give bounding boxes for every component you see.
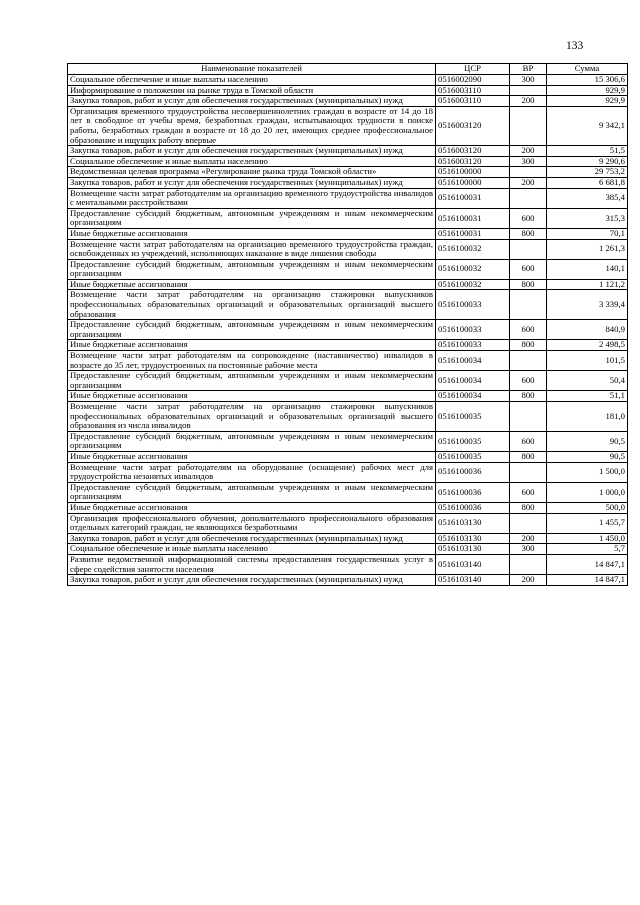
cell-vr	[510, 462, 547, 482]
cell-csr: 0516103130	[436, 544, 510, 555]
cell-sum: 51,1	[547, 391, 628, 402]
header-name: Наименование показателей	[68, 64, 436, 75]
table-row	[68, 156, 628, 167]
cell-sum: 315,3	[547, 208, 628, 228]
table-row	[68, 431, 628, 451]
cell-sum: 181,0	[547, 402, 628, 432]
cell-name: Предоставление субсидий бюджетным, автономным учреждениям и иным некоммерческим организациям	[68, 482, 436, 502]
cell-vr: 600	[510, 482, 547, 502]
cell-sum: 101,5	[547, 351, 628, 371]
table-row	[68, 85, 628, 96]
cell-csr: 0516100035	[436, 402, 510, 432]
cell-csr: 0516100032	[436, 259, 510, 279]
cell-sum: 14 847,1	[547, 575, 628, 586]
cell-sum: 1 450,0	[547, 533, 628, 544]
cell-csr: 0516003120	[436, 146, 510, 157]
cell-sum: 15 306,6	[547, 75, 628, 86]
cell-name: Закупка товаров, работ и услуг для обеспечения государственных (муниципальных) нужд	[68, 146, 436, 157]
cell-sum: 3 339,4	[547, 290, 628, 320]
cell-sum: 929,9	[547, 85, 628, 96]
cell-vr: 800	[510, 279, 547, 290]
cell-vr: 200	[510, 533, 547, 544]
table-row	[68, 513, 628, 533]
cell-csr: 0516100031	[436, 228, 510, 239]
cell-vr: 300	[510, 156, 547, 167]
cell-name: Иные бюджетные ассигнования	[68, 451, 436, 462]
cell-csr: 0516100032	[436, 279, 510, 290]
cell-sum: 90,5	[547, 451, 628, 462]
cell-vr	[510, 351, 547, 371]
cell-csr: 0516100035	[436, 431, 510, 451]
budget-table	[67, 63, 628, 586]
cell-name: Предоставление субсидий бюджетным, автономным учреждениям и иным некоммерческим организациям	[68, 259, 436, 279]
cell-sum: 90,5	[547, 431, 628, 451]
cell-sum: 6 681,8	[547, 177, 628, 188]
cell-name: Возмещение части затрат работодателям на организацию временного трудоустройства инвалидов с ментальными расстройствами	[68, 188, 436, 208]
table-body	[68, 75, 628, 586]
cell-name: Социальное обеспечение и иные выплаты населению	[68, 544, 436, 555]
page-number: 133	[566, 40, 584, 52]
cell-sum: 1 121,2	[547, 279, 628, 290]
cell-vr: 800	[510, 391, 547, 402]
cell-name: Иные бюджетные ассигнования	[68, 340, 436, 351]
table-row	[68, 167, 628, 178]
cell-name: Возмещение части затрат работодателям на организацию временного трудоустройства граждан, освобожденных из учреждений, исполняющих наказание в виде лишения свободы	[68, 239, 436, 259]
table-row	[68, 106, 628, 145]
cell-vr	[510, 554, 547, 574]
cell-vr	[510, 167, 547, 178]
cell-vr: 800	[510, 340, 547, 351]
cell-sum: 929,9	[547, 96, 628, 107]
cell-csr: 0516100000	[436, 167, 510, 178]
cell-vr: 600	[510, 208, 547, 228]
table-row	[68, 75, 628, 86]
cell-sum: 70,1	[547, 228, 628, 239]
cell-csr: 0516103130	[436, 533, 510, 544]
cell-csr: 0516100000	[436, 177, 510, 188]
cell-sum: 140,1	[547, 259, 628, 279]
cell-csr: 0516100036	[436, 462, 510, 482]
cell-name: Возмещение части затрат работодателям на сопровождение (наставничество) инвалидов в возрасте до 35 лет, трудоустроенных на постоянные рабочие места	[68, 351, 436, 371]
cell-vr: 200	[510, 96, 547, 107]
table-row	[68, 279, 628, 290]
cell-csr: 0516100033	[436, 290, 510, 320]
cell-csr: 0516003110	[436, 85, 510, 96]
cell-csr: 0516100036	[436, 502, 510, 513]
cell-vr	[510, 513, 547, 533]
cell-csr: 0516100031	[436, 188, 510, 208]
cell-csr: 0516003120	[436, 156, 510, 167]
cell-csr: 0516103140	[436, 575, 510, 586]
header-csr: ЦСР	[436, 64, 510, 75]
cell-sum: 51,5	[547, 146, 628, 157]
cell-name: Иные бюджетные ассигнования	[68, 502, 436, 513]
cell-sum: 14 847,1	[547, 554, 628, 574]
table-row	[68, 482, 628, 502]
header-sum: Сумма	[547, 64, 628, 75]
cell-name: Предоставление субсидий бюджетным, автономным учреждениям и иным некоммерческим организациям	[68, 371, 436, 391]
cell-csr: 0516100032	[436, 239, 510, 259]
cell-vr: 600	[510, 320, 547, 340]
cell-sum: 29 753,2	[547, 167, 628, 178]
cell-name: Возмещение части затрат работодателям на оборудование (оснащение) рабочих мест для трудоустройства незанятых инвалидов	[68, 462, 436, 482]
table-row	[68, 575, 628, 586]
table-row	[68, 208, 628, 228]
cell-vr	[510, 106, 547, 145]
cell-vr	[510, 239, 547, 259]
cell-name: Предоставление субсидий бюджетным, автономным учреждениям и иным некоммерческим организациям	[68, 431, 436, 451]
table-row	[68, 371, 628, 391]
cell-name: Иные бюджетные ассигнования	[68, 279, 436, 290]
table-row	[68, 391, 628, 402]
cell-name: Иные бюджетные ассигнования	[68, 391, 436, 402]
cell-vr: 200	[510, 177, 547, 188]
cell-name: Закупка товаров, работ и услуг для обеспечения государственных (муниципальных) нужд	[68, 96, 436, 107]
cell-name: Организация профессионального обучения, дополнительного профессионального образования отдельных категорий граждан, не являющихся безработными	[68, 513, 436, 533]
table-row	[68, 340, 628, 351]
cell-name: Закупка товаров, работ и услуг для обеспечения государственных (муниципальных) нужд	[68, 575, 436, 586]
cell-vr	[510, 290, 547, 320]
cell-sum: 1 500,0	[547, 462, 628, 482]
table-row	[68, 239, 628, 259]
cell-vr: 600	[510, 431, 547, 451]
cell-csr: 0516100031	[436, 208, 510, 228]
table-row	[68, 188, 628, 208]
cell-vr: 800	[510, 502, 547, 513]
cell-name: Предоставление субсидий бюджетным, автономным учреждениям и иным некоммерческим организациям	[68, 208, 436, 228]
cell-csr: 0516100033	[436, 340, 510, 351]
cell-csr: 0516100034	[436, 371, 510, 391]
table-header-row	[68, 64, 628, 75]
cell-name: Иные бюджетные ассигнования	[68, 228, 436, 239]
header-vr: ВР	[510, 64, 547, 75]
table-row	[68, 502, 628, 513]
table-row	[68, 544, 628, 555]
table-row	[68, 402, 628, 432]
cell-sum: 9 342,1	[547, 106, 628, 145]
cell-csr: 0516100034	[436, 391, 510, 402]
cell-sum: 50,4	[547, 371, 628, 391]
cell-name: Ведомственная целевая программа «Регулирование рынка труда Томской области»	[68, 167, 436, 178]
cell-name: Развитие ведомственной информационной системы предоставления государственных услуг в сфере содействия занятости населения	[68, 554, 436, 574]
cell-csr: 0516003120	[436, 106, 510, 145]
cell-sum: 1 000,0	[547, 482, 628, 502]
table-row	[68, 451, 628, 462]
cell-vr: 200	[510, 575, 547, 586]
cell-vr	[510, 85, 547, 96]
cell-vr: 800	[510, 228, 547, 239]
cell-sum: 1 455,7	[547, 513, 628, 533]
cell-vr: 800	[510, 451, 547, 462]
table-row	[68, 290, 628, 320]
cell-name: Организация временного трудоустройства несовершеннолетних граждан в возрасте от 14 до 18 лет в свободное от учебы время, безработных граждан, испытывающих трудности в поиске работы, безработных граждан в возрасте от 18 до 20 лет, имеющих среднее профессиональное образование и ищущих работу впервые	[68, 106, 436, 145]
cell-csr: 0516002090	[436, 75, 510, 86]
table-row	[68, 351, 628, 371]
cell-name: Возмещение части затрат работодателям на организацию стажировки выпускников профессиональных образовательных организаций и образовательных организаций высшего образования	[68, 290, 436, 320]
cell-sum: 1 261,3	[547, 239, 628, 259]
table-row	[68, 462, 628, 482]
table-row	[68, 146, 628, 157]
cell-name: Возмещение части затрат работодателям на организацию стажировки выпускников профессиональных образовательных организаций и образовательных организаций высшего образования из числа инвалидов	[68, 402, 436, 432]
cell-name: Информирование о положении на рынке труда в Томской области	[68, 85, 436, 96]
cell-name: Закупка товаров, работ и услуг для обеспечения государственных (муниципальных) нужд	[68, 533, 436, 544]
cell-vr: 300	[510, 75, 547, 86]
table-row	[68, 259, 628, 279]
table-row	[68, 96, 628, 107]
cell-vr	[510, 402, 547, 432]
cell-vr: 600	[510, 371, 547, 391]
cell-csr: 0516100034	[436, 351, 510, 371]
cell-csr: 0516100036	[436, 482, 510, 502]
table-row	[68, 554, 628, 574]
cell-sum: 500,0	[547, 502, 628, 513]
cell-csr: 0516103140	[436, 554, 510, 574]
table-row	[68, 177, 628, 188]
cell-csr: 0516003110	[436, 96, 510, 107]
cell-sum: 9 290,6	[547, 156, 628, 167]
cell-sum: 5,7	[547, 544, 628, 555]
cell-sum: 2 498,5	[547, 340, 628, 351]
table-row	[68, 320, 628, 340]
cell-vr: 600	[510, 259, 547, 279]
cell-name: Социальное обеспечение и иные выплаты населению	[68, 75, 436, 86]
cell-sum: 385,4	[547, 188, 628, 208]
cell-name: Закупка товаров, работ и услуг для обеспечения государственных (муниципальных) нужд	[68, 177, 436, 188]
cell-vr: 200	[510, 146, 547, 157]
cell-vr: 300	[510, 544, 547, 555]
cell-name: Предоставление субсидий бюджетным, автономным учреждениям и иным некоммерческим организациям	[68, 320, 436, 340]
cell-csr: 0516100035	[436, 451, 510, 462]
cell-csr: 0516103130	[436, 513, 510, 533]
cell-csr: 0516100033	[436, 320, 510, 340]
cell-vr	[510, 188, 547, 208]
cell-sum: 840,9	[547, 320, 628, 340]
table-row	[68, 533, 628, 544]
table-row	[68, 228, 628, 239]
cell-name: Социальное обеспечение и иные выплаты населению	[68, 156, 436, 167]
